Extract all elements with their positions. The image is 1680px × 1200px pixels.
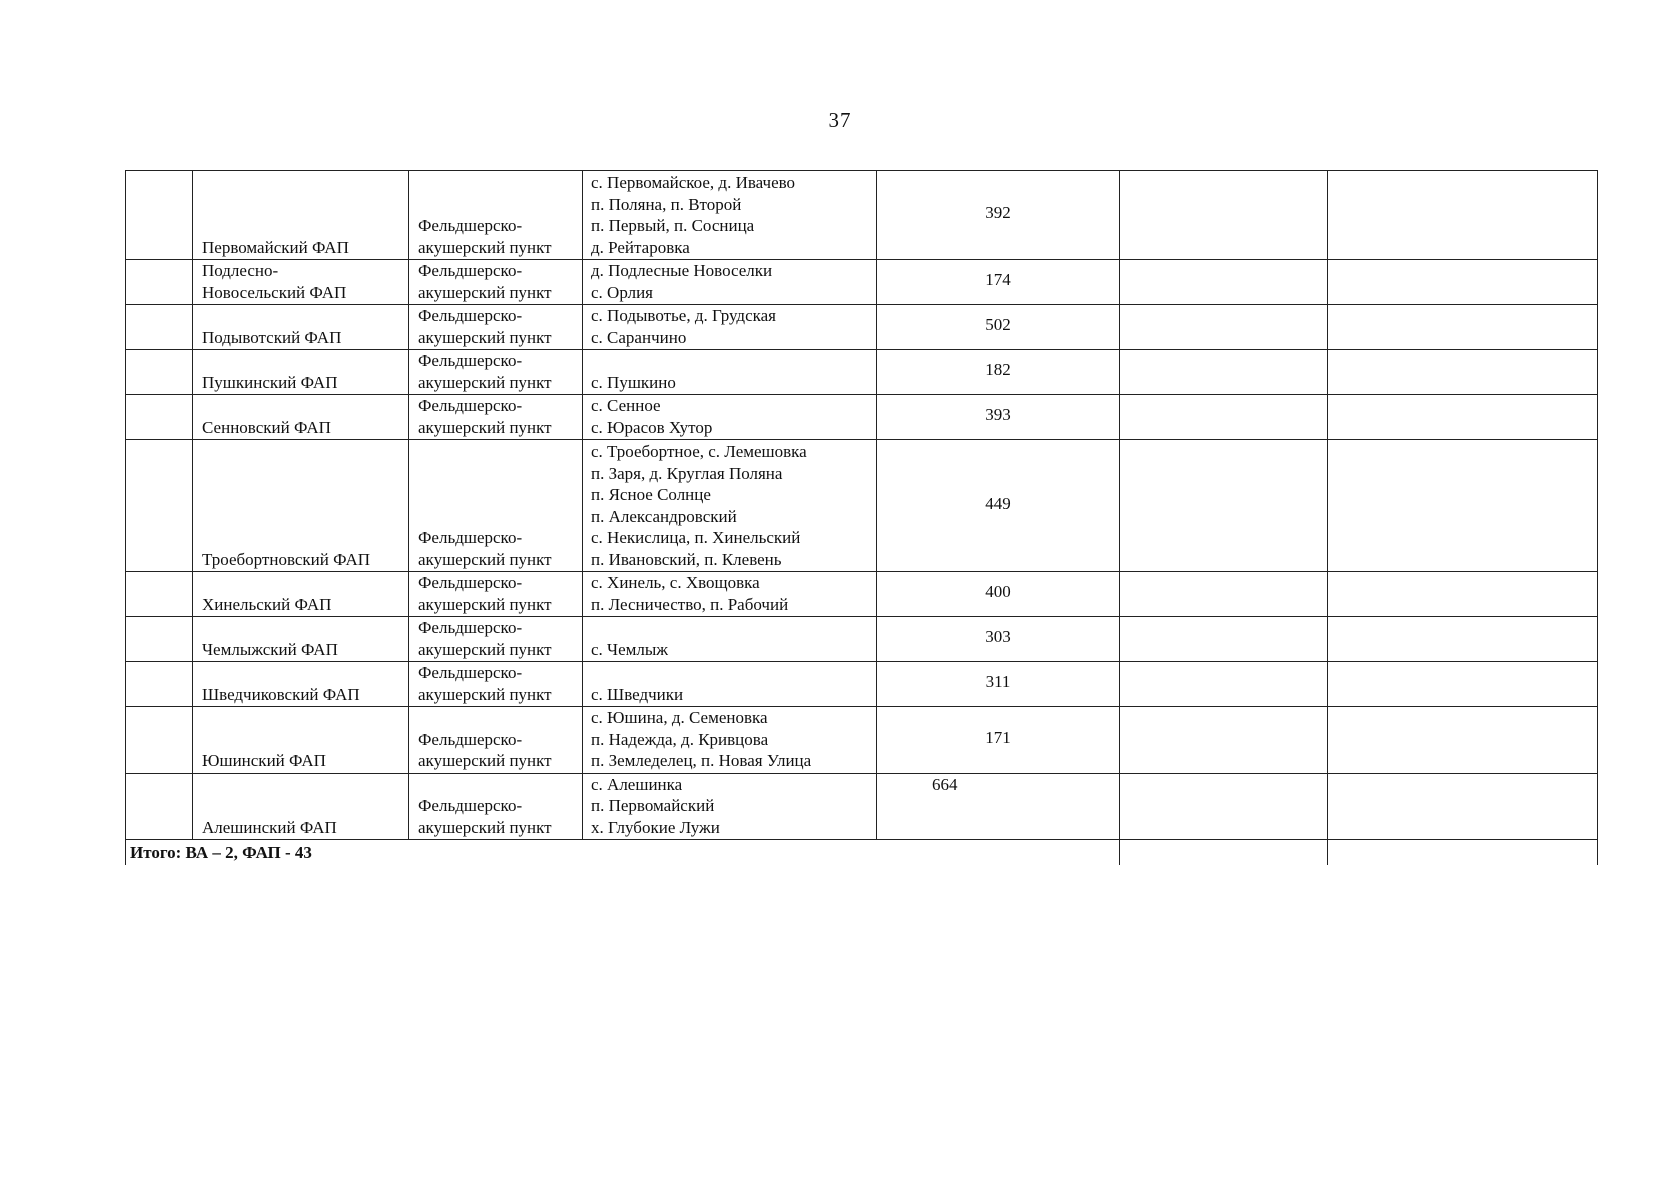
facility-name-cell: Юшинский ФАП [193,707,409,774]
row-index-cell [126,440,193,572]
empty-cell [1328,840,1598,865]
table-row [126,395,1598,440]
population-cell: 502 [877,305,1120,350]
empty-cell [1120,707,1328,774]
empty-cell [1120,171,1328,260]
empty-cell [1328,350,1598,395]
row-index-cell [126,707,193,774]
facility-name-cell: Первомайский ФАП [193,171,409,260]
row-index-cell [126,395,193,440]
row-index-cell [126,617,193,662]
row-index-cell [126,773,193,840]
facility-name-cell: Шведчиковский ФАП [193,662,409,707]
table-row [126,305,1598,350]
facility-name-cell: Подывотский ФАП [193,305,409,350]
population-cell: 303 [877,617,1120,662]
empty-cell [1120,662,1328,707]
service-area-cell: д. Подлесные Новоселки с. Орлия [583,260,877,305]
facility-name-cell: Чемлыжский ФАП [193,617,409,662]
table-row [126,707,1598,774]
facility-name-cell: Подлесно- Новосельский ФАП [193,260,409,305]
empty-cell [1328,617,1598,662]
facility-type-cell: Фельдшерско- акушерский пункт [409,617,583,662]
page-number: 37 [828,108,852,132]
population-cell: 392 [877,171,1120,260]
service-area-cell: с. Первомайское, д. Ивачево п. Поляна, п. Второй п. Первый, п. Сосница д. Рейтаровка [583,171,877,260]
empty-cell [1120,617,1328,662]
table-row [126,773,1598,840]
facility-name-cell: Алешинский ФАП [193,773,409,840]
population-cell: 171 [877,707,1120,774]
facility-type-cell: Фельдшерско- акушерский пункт [409,572,583,617]
empty-cell [1120,440,1328,572]
service-area-cell: с. Шведчики [583,662,877,707]
empty-cell [1120,572,1328,617]
fap-table [125,170,1598,865]
empty-cell [1120,395,1328,440]
service-area-cell: с. Подывотье, д. Грудская с. Саранчино [583,305,877,350]
empty-cell [1328,572,1598,617]
empty-cell [1328,395,1598,440]
empty-cell [1328,773,1598,840]
row-index-cell [126,350,193,395]
service-area-cell: с. Алешинка п. Первомайский х. Глубокие Лужи [583,773,877,840]
facility-type-cell: Фельдшерско- акушерский пункт [409,395,583,440]
row-index-cell [126,171,193,260]
facility-name-cell: Пушкинский ФАП [193,350,409,395]
empty-cell [1328,171,1598,260]
service-area-cell: с. Юшина, д. Семеновка п. Надежда, д. Кривцова п. Земледелец, п. Новая Улица [583,707,877,774]
facility-type-cell: Фельдшерско- акушерский пункт [409,350,583,395]
total-label: Итого: ВА – 2, ФАП - 43 [126,840,1120,865]
facility-name-cell: Хинельский ФАП [193,572,409,617]
population-cell: 182 [877,350,1120,395]
facility-type-cell: Фельдшерско- акушерский пункт [409,707,583,774]
empty-cell [1120,350,1328,395]
population-cell: 400 [877,572,1120,617]
facility-type-cell: Фельдшерско- акушерский пункт [409,662,583,707]
population-cell: 174 [877,260,1120,305]
empty-cell [1328,662,1598,707]
table-row [126,662,1598,707]
table-row [126,260,1598,305]
empty-cell [1328,260,1598,305]
population-cell: 664 [877,773,1120,840]
facility-name-cell: Троебортновский ФАП [193,440,409,572]
table-row [126,617,1598,662]
population-cell: 449 [877,440,1120,572]
service-area-cell: с. Сенное с. Юрасов Хутор [583,395,877,440]
row-index-cell [126,260,193,305]
service-area-cell: с. Хинель, с. Хвощовка п. Лесничество, п. Рабочий [583,572,877,617]
table-row [126,440,1598,572]
facility-type-cell: Фельдшерско- акушерский пункт [409,440,583,572]
row-index-cell [126,305,193,350]
table-row [126,350,1598,395]
facility-type-cell: Фельдшерско- акушерский пункт [409,305,583,350]
population-cell: 311 [877,662,1120,707]
empty-cell [1120,773,1328,840]
facility-name-cell: Сенновский ФАП [193,395,409,440]
facility-type-cell: Фельдшерско- акушерский пункт [409,773,583,840]
total-row [126,840,1598,865]
empty-cell [1328,707,1598,774]
empty-cell [1328,305,1598,350]
service-area-cell: с. Троебортное, с. Лемешовка п. Заря, д. Круглая Поляна п. Ясное Солнце п. Александровский с. Некислица, п. Хинельский п. Ивановский, п. Клевень [583,440,877,572]
row-index-cell [126,662,193,707]
empty-cell [1120,840,1328,865]
table-row [126,572,1598,617]
service-area-cell: с. Пушкино [583,350,877,395]
facility-type-cell: Фельдшерско- акушерский пункт [409,260,583,305]
population-cell: 393 [877,395,1120,440]
empty-cell [1120,260,1328,305]
empty-cell [1328,440,1598,572]
service-area-cell: с. Чемлыж [583,617,877,662]
row-index-cell [126,572,193,617]
table-row [126,171,1598,260]
facility-type-cell: Фельдшерско- акушерский пункт [409,171,583,260]
empty-cell [1120,305,1328,350]
